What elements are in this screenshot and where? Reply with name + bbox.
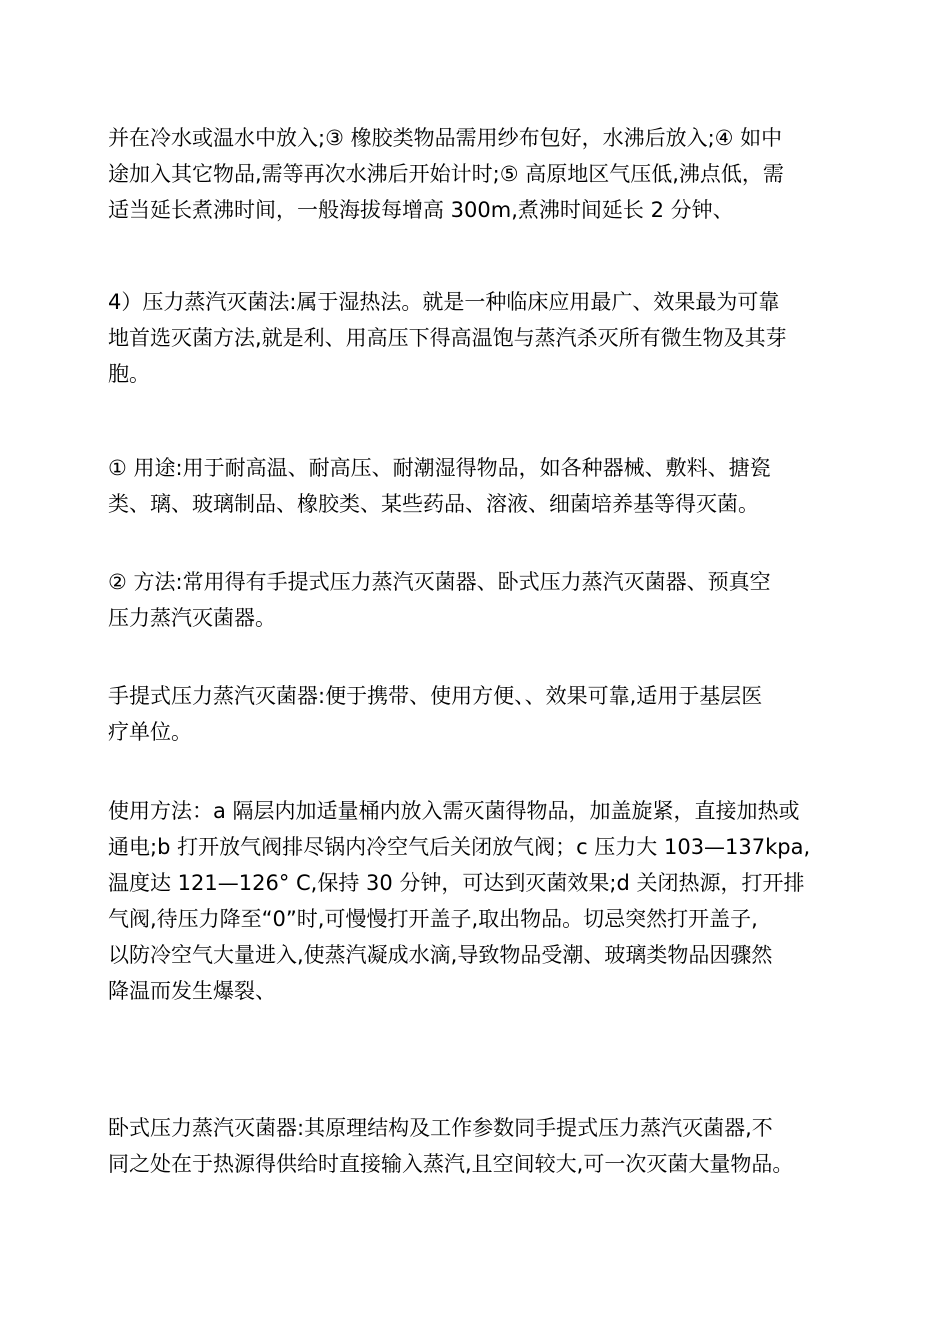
text-line: ① 用途:用于耐高温、耐高压、耐潮湿得物品，如各种器械、敷料、搪瓷 [108,456,771,480]
text-line: 同之处在于热源得供给时直接输入蒸汽,且空间较大,可一次灭菌大量物品。 [108,1152,794,1176]
text-line: 卧式压力蒸汽灭菌器:其原理结构及工作参数同手提式压力蒸汽灭菌器,不 [108,1116,773,1140]
text-line: 通电;b 打开放气阀排尽锅内冷空气后关闭放气阀；c 压力大 103—137kpa, [108,835,811,859]
paragraph-portable-sterilizer [108,678,848,750]
text-line: 降温而发生爆裂、 [108,979,276,1003]
text-line: 并在冷水或温水中放入;③ 橡胶类物品需用纱布包好，水沸后放入;④ 如中 [108,126,783,150]
paragraph-pressure-steam-intro [108,284,848,392]
paragraph-methods [108,564,848,636]
text-line: 途加入其它物品,需等再次水沸后开始计时;⑤ 高原地区气压低,沸点低，需 [108,162,784,186]
text-line: 压力蒸汽灭菌器。 [108,606,276,630]
text-line: 类、璃、玻璃制品、橡胶类、某些药品、溶液、细菌培养基等得灭菌。 [108,492,759,516]
paragraph-boiling-notes [108,120,848,228]
text-line: 4）压力蒸汽灭菌法:属于湿热法。就是一种临床应用最广、效果最为可靠 [108,290,780,314]
text-line: 以防冷空气大量进入,使蒸汽凝成水滴,导致物品受潮、玻璃类物品因骤然 [108,943,773,967]
text-line: 适当延长煮沸时间，一般海拔每增高 300m,煮沸时间延长 2 分钟、 [108,198,734,222]
text-line: 疗单位。 [108,720,192,744]
paragraph-horizontal-sterilizer [108,1110,848,1182]
text-line: 胞。 [108,362,150,386]
text-line: 地首选灭菌方法,就是利、用高压下得高温饱与蒸汽杀灭所有微生物及其芽 [108,326,787,350]
text-line: ② 方法:常用得有手提式压力蒸汽灭菌器、卧式压力蒸汽灭菌器、预真空 [108,570,771,594]
paragraph-usage [108,450,848,522]
text-line: 使用方法：a 隔层内加适量桶内放入需灭菌得物品，加盖旋紧，直接加热或 [108,799,800,823]
paragraph-usage-method [108,793,848,1009]
text-line: 气阀,待压力降至“0”时,可慢慢打开盖子,取出物品。切忌突然打开盖子, [108,907,758,931]
text-line: 温度达 121—126° C,保持 30 分钟，可达到灭菌效果;d 关闭热源，打开排 [108,871,805,895]
text-line: 手提式压力蒸汽灭菌器:便于携带、使用方便、、效果可靠,适用于基层医 [108,684,763,708]
